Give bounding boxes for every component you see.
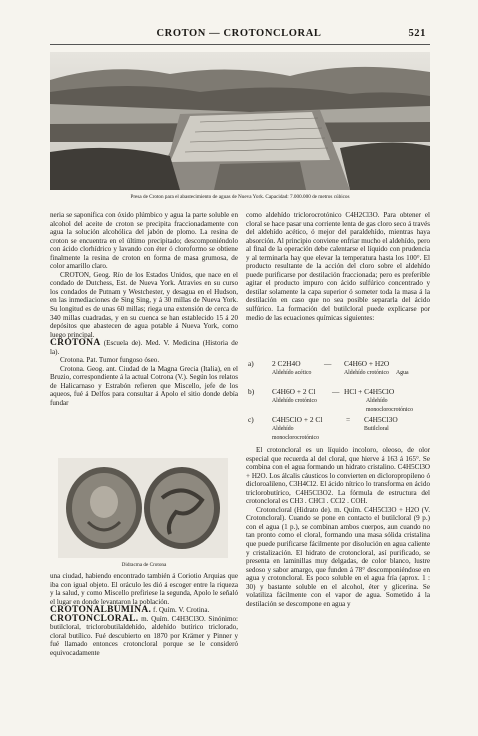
- dam-photograph: [50, 52, 430, 190]
- reaction-rhs: HCl + C4H5ClO: [344, 387, 395, 396]
- paragraph: CROTON, Geog. Río de los Estados Unidos, que nace en el condado de Dutchess, Est. de Nueva York. Atravies en su curso los condados de Putnam y Westchester, y desagua en el Hudson, en las inmediaciones de Sing Sing, y á 30 millas de Nueva York. Su longitud es de unas 60 millas; riega una extensión de cerca de 340 millas cuadradas, y en su cuenca se han establecido 15 á 20 depósitos que abastecen de agua potable á Nueva York, como luego principal.: [50, 270, 238, 339]
- coin-illustration: [58, 458, 228, 558]
- paragraph: neria se saponifica con óxido plúmbico y agua la parte soluble en alcohol del aceite de croton se precipita fraccionadamente con agua la solución alcohólica del jabón de plomo. La resina de croton se encuentra en el último precipitado; descomponiéndolo con ácido clorhídrico y lavando con éter ó cloroformo se obtiene finalmente la resina de croton en forma de masa grumosa, de color amarillo claro.: [50, 211, 238, 271]
- entry-heading: CROTONALBUMINA.: [50, 605, 152, 616]
- reaction-rhs: C4H5Cl3O: [364, 415, 398, 424]
- compound-name: Aldehído crotónico: [272, 398, 317, 404]
- entry-heading: CROTONA: [50, 338, 101, 349]
- right-column-lower: [246, 446, 430, 608]
- dam-photo-illustration: [50, 52, 430, 190]
- reaction-lhs: 2 C2H4O: [272, 359, 301, 368]
- compound-name: Agua: [396, 370, 409, 376]
- photo-caption: Presa de Croton para el abastecimiento de aguas de Nueva York. Capacidad: 7.000.000 de metros cúbicos: [130, 194, 350, 200]
- compound-name: Aldehído monoclorocrotónico: [272, 426, 320, 441]
- reaction-lhs: C4H5ClO + 2 Cl: [272, 415, 323, 424]
- paragraph: Crotoncloral (Hidrato de). m. Quím. C4H5Cl3O + H2O (V. Crotoncloral). Cuando se pone en contacto el butilcloral (9 p.) con el agua (1 p.), se combinan ambos cuerpos, aun cuando no tan pronto como el cloral, formando una masa sólida cristalina que puede purificarse fácilmente por disolución en agua caliente y cristalización. El hidrato de crotoncloral, así purificado, se presenta en laminillas muy delgadas, de color blanco, lustre sedoso y sabor amargo, que funden á 78° descomponiéndose en agua y crotoncloral. Es poco soluble en el agua fría (aprox. 1 : 30) y bastante soluble en el alcohol, éter y glicerina. Se volatiliza fácilmente con el vapor de agua. Sometido á la destilación se descompone en agua y: [246, 505, 430, 608]
- header-title: CROTON — CROTONCLORAL: [156, 28, 322, 39]
- header-rule: [50, 44, 430, 45]
- right-column: [246, 211, 430, 322]
- reaction-arrow: —: [332, 387, 340, 396]
- reaction-label: b): [248, 387, 255, 396]
- paragraph: como aldehído triclorocrotónico C4H2Cl3O. Para obtener el cloral se hace pasar una corriente lenta de gas cloro seco á través del aldehído acético, ó mejor del paraldehído, mientras haya absorción. Al principio conviene enfriar mucho el aldehído, pero al final de la operación debe calentarse el líquido con prudencia y al terminarla hay que elevar la temperatura hasta los 100°. El producto resultante de la acción del cloro sobre el aldehído puede purificarse por destilación fraccionada; pero es preferible agitar el producto impuro con ácido sulfúrico concentrado y destilar solamente la capa superior ó someter toda la masa á la destilación en caso que no sea posible separarla del ácido sulfúrico. La formación del butilcloral puede explicarse por medio de las ecuaciones químicas siguientes:: [246, 211, 430, 322]
- left-column-lower: [50, 572, 238, 657]
- didrachm-image: [58, 458, 228, 558]
- running-header: [0, 28, 478, 42]
- paragraph: El crotoncloral es un líquido incoloro, oleoso, de olor especial que recuerda al del cloral, que hierve á 163 á 165°. Se combina con el agua formando un hidrato cristalino. C4H5Cl3O + H2O. Los álcalis cáusticos lo convierten en dicloropropileno ó dicloroalileno, C3H4Cl2. El ácido nítrico lo transforma en ácido triclorobutírico, C4H5Cl3O2. La fórmula de estructura del crotoncloral es CH3 . CHCl . CCl2 . COH.: [246, 446, 430, 506]
- page-number: 521: [408, 28, 426, 39]
- reaction-arrow: —: [324, 359, 332, 368]
- compound-name: Aldehído monoclorocrotónico: [366, 398, 414, 413]
- reaction-equations: [246, 360, 430, 442]
- coin-caption: Didracma de Crotona: [121, 562, 167, 568]
- entry-heading: CROTONCLORAL.: [50, 613, 139, 624]
- reaction-arrow: =: [346, 415, 351, 424]
- entry-text: m. Quím. C4H3Cl3O. Sinónimo: butilcloral, triclorobutilaldehído, aldehído butírico triclorado, cloral butílico. Fué descubierto en 1870 por Krämer y Pinner y fué llamado entonces crotoncloral porque se le consideró equivocadamente: [50, 614, 238, 657]
- entry-text: f. Quím. V. Crotina.: [152, 606, 210, 615]
- reaction-lhs: C4H6O + 2 Cl: [272, 387, 316, 396]
- left-column: [50, 211, 238, 408]
- paragraph: Crotona. Pat. Tumor fungoso óseo.: [60, 356, 160, 365]
- compound-name: Aldehído acético: [272, 370, 312, 376]
- paragraph: Crotona. Geog. ant. Ciudad de la Magna Grecia (Italia), en el Bruzio, correspondiente á la actual Cotrona (V.). Según los relatos de Halicarnaso y Estrabón refieren que Miscello, jefe de los aqueos, fué á Delfos para consultar á Apolo el sitio donde debía fundar: [50, 364, 238, 408]
- compound-name: Butilcloral: [364, 426, 389, 432]
- compound-name: Aldehído crotónico: [344, 370, 389, 376]
- entry-text: (Escuela de). Med. V. Medicina (Historia de la).: [50, 339, 238, 356]
- reaction-label: c): [248, 415, 254, 424]
- reaction-rhs: C4H6O + H2O: [344, 359, 390, 368]
- paragraph: una ciudad, habiendo encontrado también á Coriotio Arquias que iba con igual objeto. El oráculo les dió á escoger entre la riqueza y la salud, y como Miscello prefiriese la segunda, Apolo le señaló el lugar en donde levantaron la población.: [50, 572, 238, 606]
- reaction-label: a): [248, 359, 254, 368]
